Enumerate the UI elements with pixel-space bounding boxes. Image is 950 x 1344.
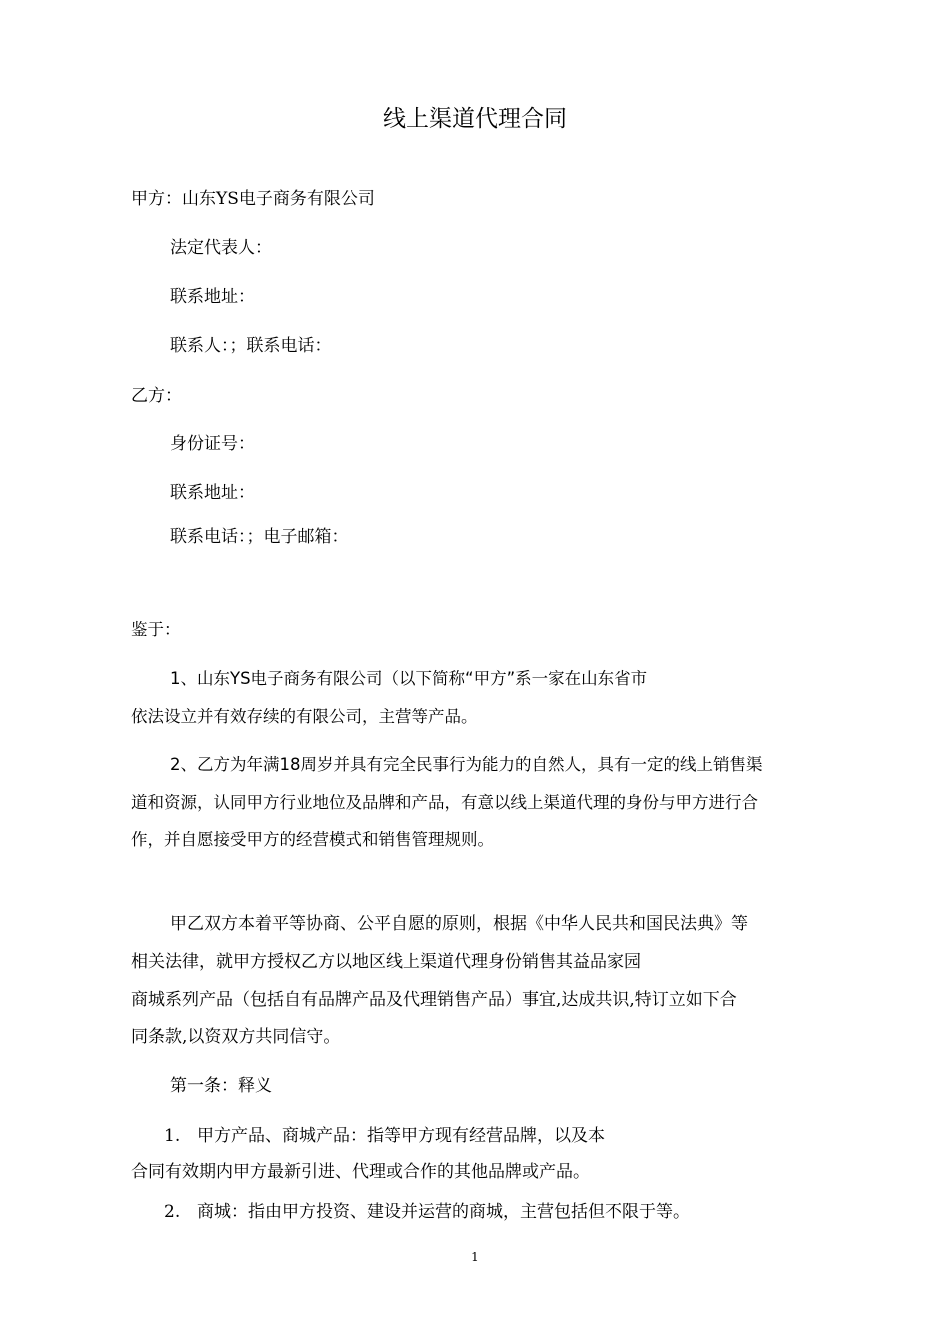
agreement-line-2: 相关法律，就甲方授权乙方以地区线上渠道代理身份销售其益品家园 (131, 952, 641, 972)
whereas-heading: 鉴于： (131, 620, 181, 639)
party-b-address: 联系地址： (170, 483, 255, 503)
whereas-item-2-line-2: 道和资源，认同甲方行业地位及品牌和产品，有意以线上渠道代理的身份与甲方进行合 (131, 793, 758, 812)
party-b-id-number: 身份证号： (170, 434, 255, 454)
article-1-item-2-line-1: 商城：指由甲方投资、建设并运营的商城，主营包括但不限于等。 (197, 1202, 690, 1222)
agreement-line-3: 商城系列产品（包括自有品牌产品及代理销售产品）事宜,达成共识,特订立如下合 (131, 990, 737, 1010)
article-1-item-1-number: 1. (164, 1126, 181, 1146)
party-b-line: 乙方： (131, 386, 182, 406)
whereas-item-1-line-1: 1、山东YS电子商务有限公司（以下简称“甲方”系一家在山东省市 (170, 669, 648, 688)
party-b-contact: 联系电话：；电子邮箱： (170, 527, 349, 547)
article-1-item-1-line-2: 合同有效期内甲方最新引进、代理或合作的其他品牌或产品。 (131, 1162, 590, 1182)
party-a-contact: 联系人：；联系电话： (170, 336, 332, 356)
article-1-item-2-number: 2. (164, 1202, 181, 1222)
page-number: 1 (471, 1250, 479, 1264)
agreement-line-1: 甲乙双方本着平等协商、公平自愿的原则，根据《中华人民共和国民法典》等 (170, 914, 748, 934)
party-a-legal-rep: 法定代表人： (170, 238, 272, 258)
article-1-heading: 第一条：释义 (170, 1076, 272, 1096)
agreement-line-4: 同条款,以资双方共同信守。 (131, 1027, 341, 1047)
document-title: 线上渠道代理合同 (383, 106, 567, 132)
article-1-item-1-line-1: 甲方产品、商城产品：指等甲方现有经营品牌，以及本 (197, 1126, 605, 1146)
party-a-address: 联系地址： (170, 287, 255, 307)
party-a-line: 甲方：山东YS电子商务有限公司 (131, 189, 375, 209)
whereas-item-1-line-2: 依法设立并有效存续的有限公司，主营等产品。 (131, 707, 478, 726)
whereas-item-2-line-1: 2、乙方为年满18周岁并具有完全民事行为能力的自然人，具有一定的线上销售渠 (170, 755, 763, 774)
whereas-item-2-line-3: 作，并自愿接受甲方的经营模式和销售管理规则。 (131, 830, 494, 849)
